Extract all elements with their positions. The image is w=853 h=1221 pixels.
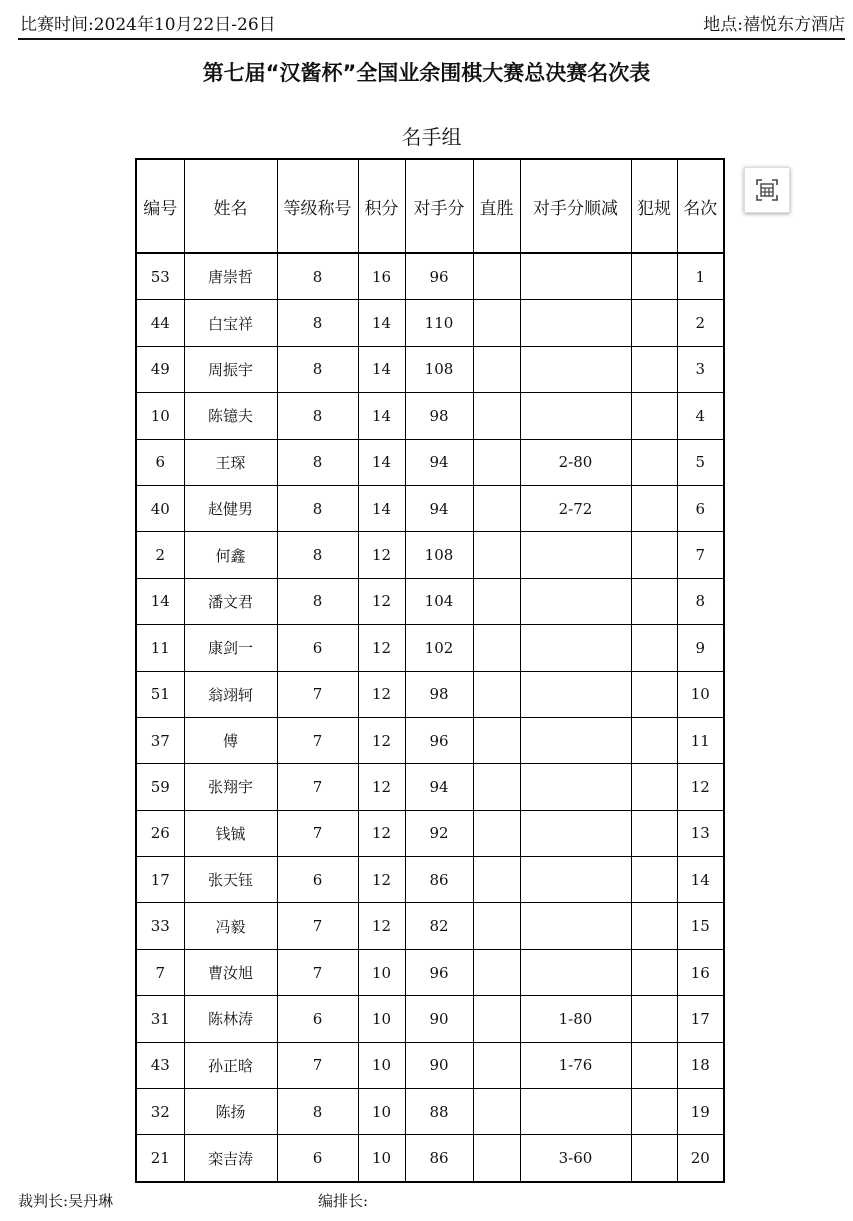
venue: 地点:禧悦东方酒店 [703,15,845,35]
table-cell: 14 [358,393,405,439]
table-cell: 12 [358,764,405,810]
table-cell: 12 [358,810,405,856]
table-cell [473,253,520,300]
table-cell: 8 [277,532,358,578]
column-header: 对手分 [405,159,473,253]
table-cell: 20 [677,1135,724,1182]
table-cell: 1-76 [520,1042,631,1088]
table-cell: 张翔宇 [184,764,277,810]
table-cell [631,346,677,392]
table-cell [473,903,520,949]
table-cell: 7 [136,949,184,995]
arranger-label: 编排长: [318,1192,369,1210]
table-cell: 96 [405,253,473,300]
table-cell: 8 [277,485,358,531]
table-cell: 1 [677,253,724,300]
table-cell: 10 [358,1042,405,1088]
table-cell: 7 [277,810,358,856]
table-cell: 7 [277,671,358,717]
table-row [136,625,724,671]
table-cell: 8 [677,578,724,624]
table-cell: 12 [358,717,405,763]
table-cell [631,1042,677,1088]
table-cell: 8 [277,346,358,392]
table-cell: 傅 [184,717,277,763]
table-row [136,717,724,763]
table-cell [631,717,677,763]
table-cell: 2 [677,300,724,346]
table-cell: 王琛 [184,439,277,485]
table-cell: 10 [358,996,405,1042]
table-cell: 17 [677,996,724,1042]
table-cell: 12 [358,532,405,578]
table-cell: 何鑫 [184,532,277,578]
table-cell: 98 [405,671,473,717]
table-cell: 8 [277,253,358,300]
table-row [136,671,724,717]
table-cell: 陈扬 [184,1089,277,1135]
table-cell: 唐崇哲 [184,253,277,300]
table-cell: 14 [677,857,724,903]
ranking-table [135,158,725,1183]
table-cell: 12 [677,764,724,810]
table-cell [520,625,631,671]
table-cell: 5 [677,439,724,485]
table-cell: 11 [677,717,724,763]
table-cell [473,857,520,903]
table-cell [520,1089,631,1135]
table-cell [631,903,677,949]
table-cell: 102 [405,625,473,671]
table-cell: 10 [358,1089,405,1135]
table-cell: 43 [136,1042,184,1088]
table-cell: 94 [405,439,473,485]
table-cell: 94 [405,485,473,531]
table-cell: 26 [136,810,184,856]
table-row [136,903,724,949]
table-cell: 3-60 [520,1135,631,1182]
table-cell [520,764,631,810]
table-cell: 44 [136,300,184,346]
table-cell [473,532,520,578]
table-cell [473,300,520,346]
table-cell: 7 [277,949,358,995]
table-cell [473,810,520,856]
table-cell: 14 [136,578,184,624]
table-row [136,253,724,300]
table-cell: 2-80 [520,439,631,485]
table-cell [631,671,677,717]
table-cell [631,857,677,903]
table-cell: 51 [136,671,184,717]
table-cell: 86 [405,1135,473,1182]
table-cell: 12 [358,903,405,949]
table-cell: 8 [277,393,358,439]
table-cell: 16 [358,253,405,300]
table-cell: 37 [136,717,184,763]
table-cell: 曹汝旭 [184,949,277,995]
column-header: 姓名 [184,159,277,253]
table-cell [473,346,520,392]
table-cell: 6 [277,996,358,1042]
table-cell: 白宝祥 [184,300,277,346]
table-row [136,439,724,485]
table-cell: 8 [277,300,358,346]
table-cell [631,439,677,485]
table-cell [631,300,677,346]
table-cell [473,393,520,439]
column-header: 名次 [677,159,724,253]
table-cell [631,810,677,856]
table-cell: 3 [677,346,724,392]
table-row [136,949,724,995]
table-cell: 14 [358,300,405,346]
table-cell: 12 [358,671,405,717]
table-cell [520,671,631,717]
table-cell [473,625,520,671]
table-row [136,857,724,903]
table-cell: 19 [677,1089,724,1135]
table-cell: 2 [136,532,184,578]
table-cell: 96 [405,949,473,995]
table-cell: 栾吉涛 [184,1135,277,1182]
table-cell: 6 [136,439,184,485]
table-cell [473,1042,520,1088]
table-cell: 14 [358,485,405,531]
table-cell: 4 [677,393,724,439]
table-cell [631,253,677,300]
table-cell: 6 [277,857,358,903]
table-cell: 1-80 [520,996,631,1042]
table-cell [520,717,631,763]
table-cell [473,717,520,763]
table-cell: 21 [136,1135,184,1182]
column-header: 积分 [358,159,405,253]
column-header: 对手分顺减 [520,159,631,253]
table-cell: 陈林涛 [184,996,277,1042]
table-cell: 7 [677,532,724,578]
table-cell: 82 [405,903,473,949]
table-cell [631,393,677,439]
column-header: 编号 [136,159,184,253]
table-cell: 12 [358,857,405,903]
table-cell: 8 [277,578,358,624]
table-cell: 8 [277,1089,358,1135]
table-cell: 10 [677,671,724,717]
table-cell [520,810,631,856]
table-row [136,1089,724,1135]
table-cell [631,764,677,810]
table-row [136,996,724,1042]
table-cell [631,1135,677,1182]
table-cell: 翁翊轲 [184,671,277,717]
table-cell [631,578,677,624]
table-cell: 6 [277,1135,358,1182]
table-cell: 33 [136,903,184,949]
table-cell: 14 [358,346,405,392]
table-cell: 7 [277,717,358,763]
table-cell [473,485,520,531]
table-cell: 14 [358,439,405,485]
table-cell: 潘文君 [184,578,277,624]
table-row [136,1135,724,1182]
table-cell: 6 [277,625,358,671]
table-cell [473,439,520,485]
table-row [136,764,724,810]
table-cell [520,300,631,346]
table-cell: 9 [677,625,724,671]
table-cell [631,532,677,578]
column-header: 直胜 [473,159,520,253]
table-cell: 2-72 [520,485,631,531]
table-cell: 96 [405,717,473,763]
table-cell [473,764,520,810]
match-time: 比赛时间:2024年10月22日-26日 [20,15,276,35]
table-row [136,300,724,346]
table-cell: 12 [358,625,405,671]
table-cell: 40 [136,485,184,531]
table-cell: 冯毅 [184,903,277,949]
table-cell: 108 [405,346,473,392]
table-cell: 88 [405,1089,473,1135]
page-header [18,8,845,40]
table-row [136,485,724,531]
table-row [136,810,724,856]
table-cell [520,253,631,300]
table-cell: 孙正晗 [184,1042,277,1088]
table-cell: 张天钰 [184,857,277,903]
table-cell: 10 [136,393,184,439]
table-cell [631,625,677,671]
table-cell [520,393,631,439]
table-cell: 49 [136,346,184,392]
table-cell: 53 [136,253,184,300]
table-cell [631,485,677,531]
table-cell: 6 [677,485,724,531]
table-cell [520,903,631,949]
table-row [136,1042,724,1088]
table-cell: 7 [277,764,358,810]
calculator-button[interactable] [744,167,790,213]
table-cell [473,1089,520,1135]
table-cell: 7 [277,1042,358,1088]
table-cell [473,578,520,624]
table-header-row [136,159,724,253]
table-row [136,532,724,578]
table-row [136,393,724,439]
table-cell [520,578,631,624]
table-cell: 98 [405,393,473,439]
table-cell: 18 [677,1042,724,1088]
table-cell: 92 [405,810,473,856]
table-cell: 赵健男 [184,485,277,531]
table-body [136,253,724,1182]
table-row [136,578,724,624]
table-cell: 104 [405,578,473,624]
table-cell: 59 [136,764,184,810]
column-header: 犯规 [631,159,677,253]
table-row [136,346,724,392]
table-cell [520,857,631,903]
table-cell: 108 [405,532,473,578]
table-cell: 钱铖 [184,810,277,856]
table-cell: 32 [136,1089,184,1135]
table-cell [631,1089,677,1135]
table-cell [631,949,677,995]
table-cell: 7 [277,903,358,949]
table-cell: 94 [405,764,473,810]
table-cell [520,346,631,392]
table-cell: 90 [405,996,473,1042]
table-cell: 110 [405,300,473,346]
table-cell: 12 [358,578,405,624]
table-cell: 31 [136,996,184,1042]
table-cell: 13 [677,810,724,856]
table-cell: 周振宇 [184,346,277,392]
table-cell [631,996,677,1042]
table-cell: 8 [277,439,358,485]
table-cell [520,532,631,578]
table-cell: 16 [677,949,724,995]
table-cell: 86 [405,857,473,903]
table-cell: 康剑一 [184,625,277,671]
referee-label: 裁判长:吴丹琳 [18,1192,114,1210]
table-cell [473,996,520,1042]
column-header: 等级称号 [277,159,358,253]
table-cell: 90 [405,1042,473,1088]
calculator-icon [754,177,780,203]
table-cell [473,1135,520,1182]
table-cell: 17 [136,857,184,903]
table-cell: 11 [136,625,184,671]
page-title: 第七届“汉酱杯”全国业余围棋大赛总决赛名次表 [202,61,651,85]
table-cell [473,949,520,995]
table-cell: 陈镱夫 [184,393,277,439]
table-cell [520,949,631,995]
table-cell [473,671,520,717]
group-name: 名手组 [401,125,462,149]
table-cell: 10 [358,949,405,995]
table-cell: 15 [677,903,724,949]
table-cell: 10 [358,1135,405,1182]
